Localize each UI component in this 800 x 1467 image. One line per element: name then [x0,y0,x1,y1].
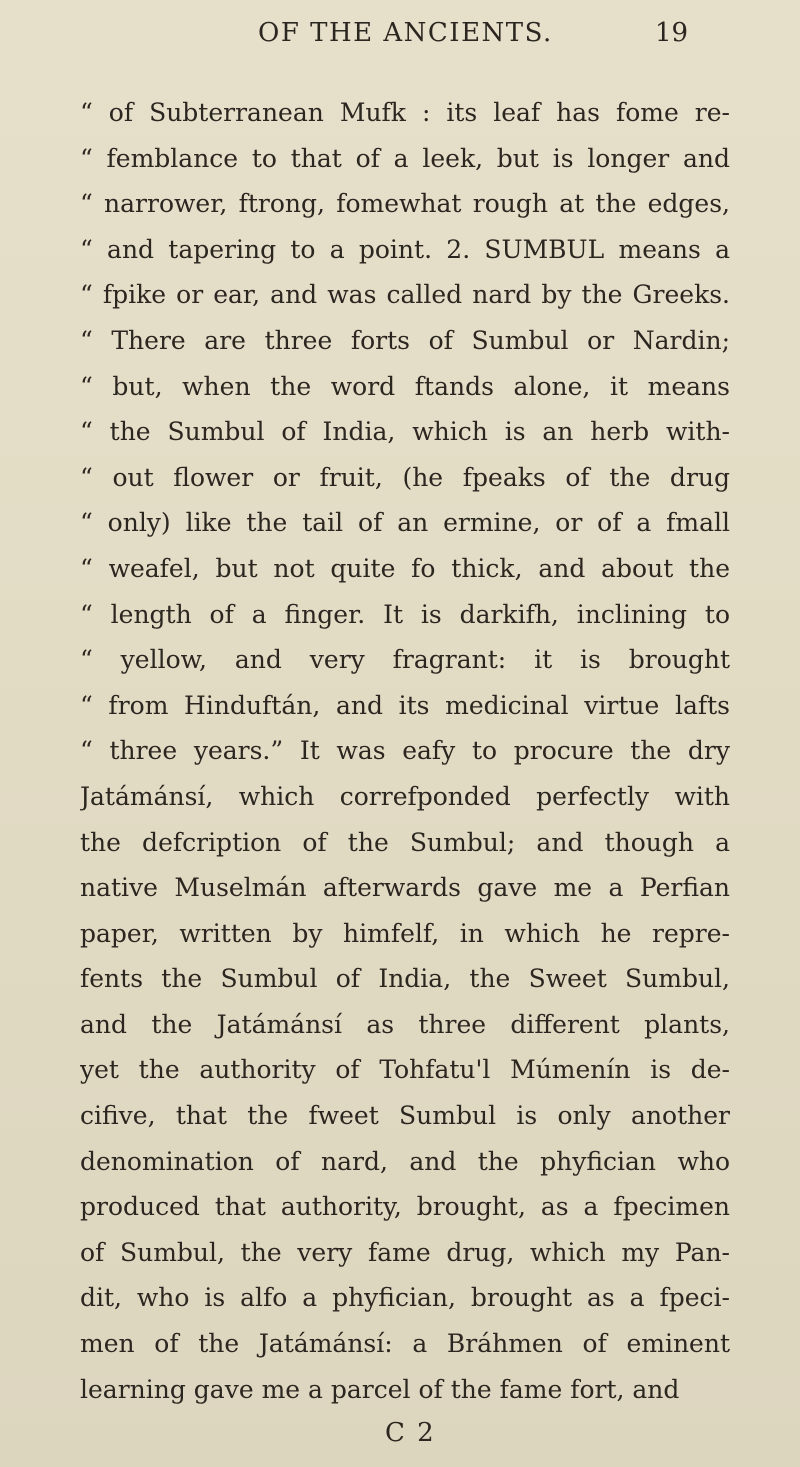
text-line: “ fpike or ear, and was called nard by the Greeks. [80,280,730,310]
text-line: “ only) like the tail of an ermine, or of a fmall [80,508,730,538]
page-number: 19 [655,18,689,48]
text-line: cifive, that the fweet Sumbul is only another [80,1101,730,1131]
text-line: the defcription of the Sumbul; and though a [80,827,730,857]
body-text [80,90,730,1412]
text-line: produced that authority, brought, as a fpecimen [80,1192,730,1222]
text-line: “ narrower, ftrong, fomewhat rough at the edges, [80,189,730,219]
text-line: paper, written by himfelf, in which he repre- [80,918,730,948]
text-line: “ from Hinduftán, and its medicinal virtue lafts [80,690,730,720]
text-line: “ yellow, and very fragrant: it is brought [80,645,730,675]
text-line: “ and tapering to a point. 2. SUMBUL means a [80,234,730,264]
text-line: fents the Sumbul of India, the Sweet Sumbul, [80,964,730,994]
text-line: of Sumbul, the very fame drug, which my Pan- [80,1237,730,1267]
text-line: “ weafel, but not quite fo thick, and about the [80,553,730,583]
text-line: men of the Jatámánsí: a Bráhmen of eminent [80,1329,730,1359]
signature-mark: C 2 [385,1418,436,1448]
running-head [0,18,800,58]
text-line: “ three years.” It was eafy to procure the dry [80,736,730,766]
text-line: “ femblance to that of a leek, but is longer and [80,143,730,173]
text-line: denomination of nard, and the phyfician who [80,1146,730,1176]
text-line: “ of Subterranean Mufk : its leaf has fome re- [80,98,730,127]
running-title: OF THE ANCIENTS. [258,18,553,48]
text-line: learning gave me a parcel of the fame fort, and [80,1374,680,1404]
text-line: Jatámánsí, which correfponded perfectly with [80,781,730,811]
text-line: dit, who is alfo a phyfician, brought as a fpeci- [80,1283,730,1313]
text-line: and the Jatámánsí as three different plants, [80,1009,730,1039]
text-line: “ There are three forts of Sumbul or Nardin; [80,325,730,355]
text-line: “ out flower or fruit, (he fpeaks of the drug [80,462,730,492]
text-line: yet the authority of Tohfatu'l Múmenín is de- [80,1055,730,1085]
text-line: “ length of a finger. It is darkifh, inclining to [80,599,730,629]
text-line: native Muselmán afterwards gave me a Perfian [80,873,730,903]
text-line: “ the Sumbul of India, which is an herb with- [80,417,730,447]
text-line: “ but, when the word ftands alone, it means [80,371,730,401]
